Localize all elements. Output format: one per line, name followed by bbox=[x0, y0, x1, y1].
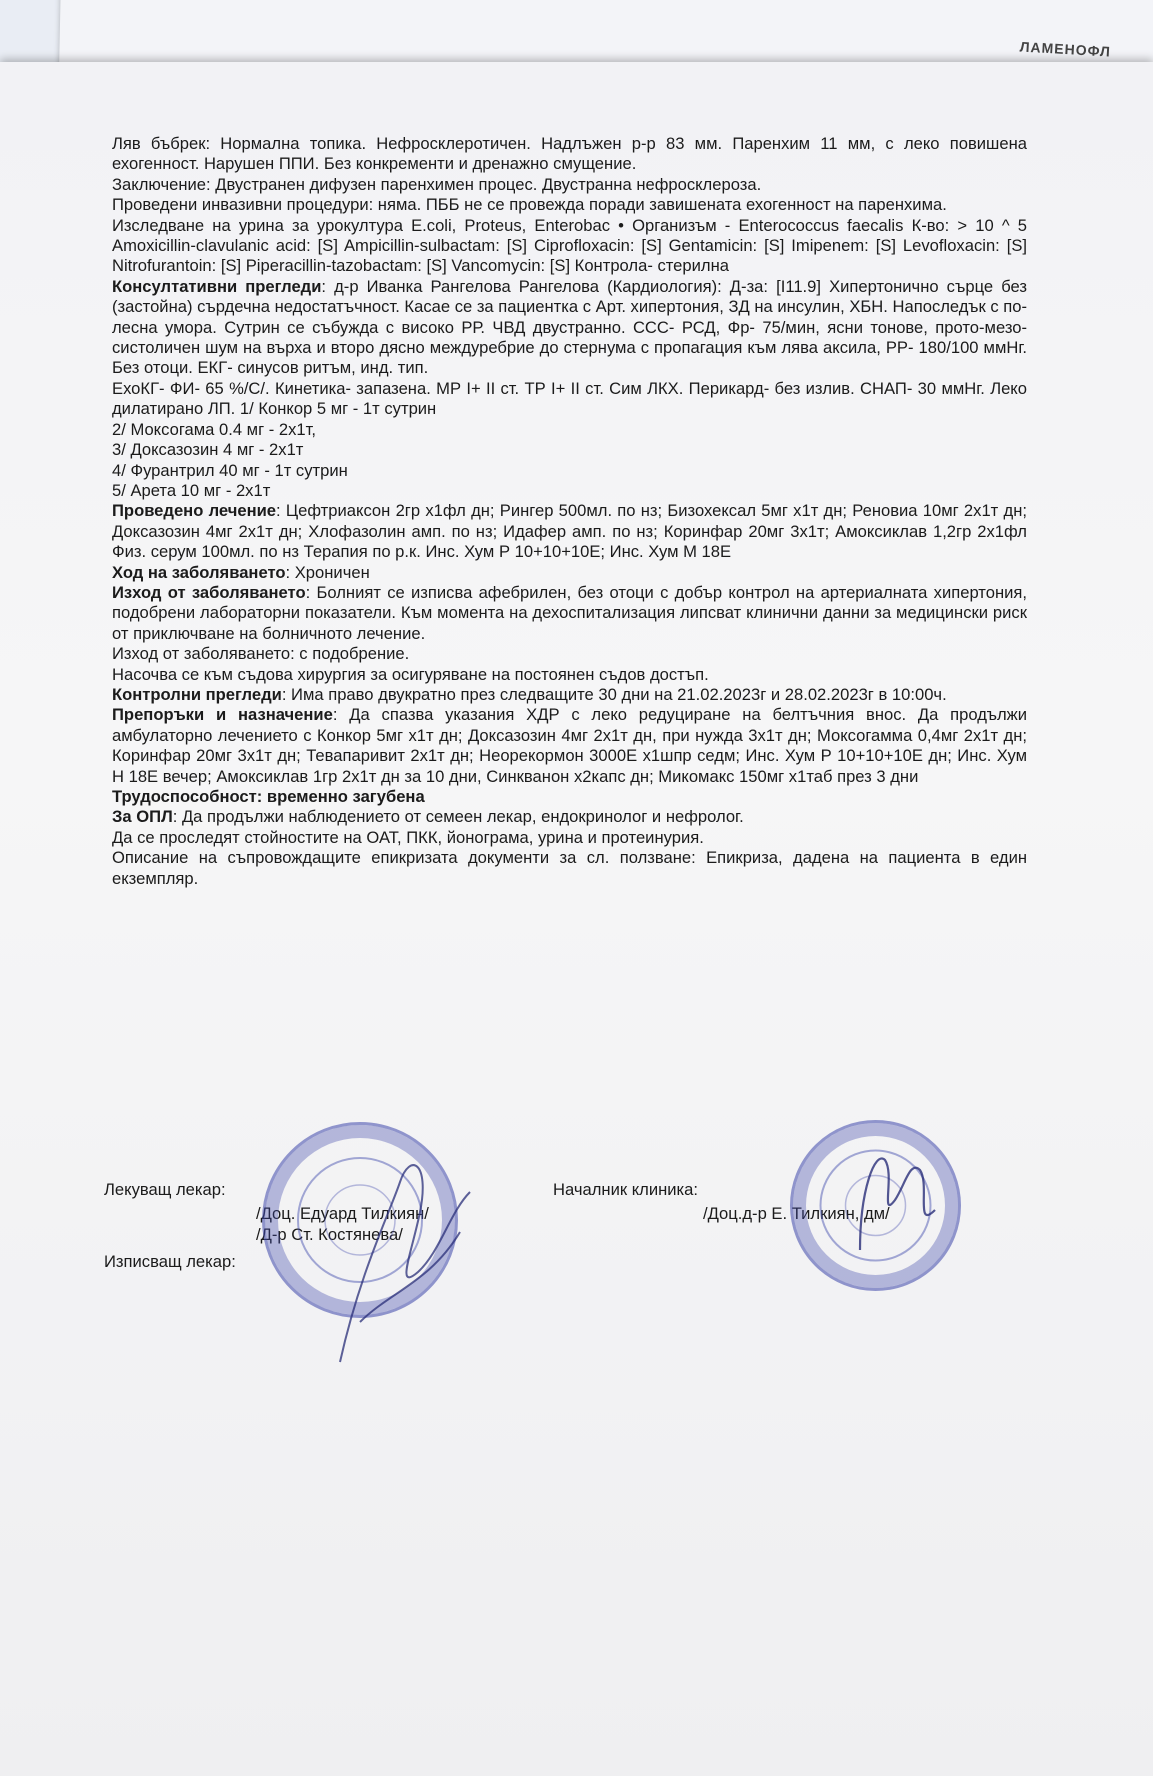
treatment-paragraph bbox=[112, 501, 1027, 562]
discharge-doctor-label: Изписващ лекар: bbox=[104, 1252, 236, 1271]
echo-paragraph: ЕхоКГ- ФИ- 65 %/С/. Кинетика- запазена. МР I+ II ст. ТР I+ II ст. Сим ЛКХ. Перикард- без излив. СНАП- 30 ммНг. Леко дилатирано ЛП. 1/ Конкор 5 мг - 1т сутрин bbox=[112, 378, 1027, 419]
kidney-paragraph: Ляв бъбрек: Нормална топика. Нефросклеротичен. Надлъжен р-р 83 мм. Паренхим 11 мм, с леко повишена ехогенност. Нарушен ППИ. Без конкременти и дренажно смущение. bbox=[112, 134, 1027, 174]
head-clinic-label: Началник клиника: bbox=[553, 1180, 699, 1199]
course-line bbox=[112, 563, 1027, 583]
outcome-paragraph bbox=[112, 583, 1027, 644]
background-fragment bbox=[0, 0, 33, 2]
recommend-label: Препоръки и назначение bbox=[112, 705, 333, 725]
document-page bbox=[0, 62, 1153, 1776]
gp-line bbox=[112, 807, 1027, 827]
treating-doctor-name: /Доц. Едуард Тилкиян/ bbox=[256, 1204, 429, 1223]
tests-line: Да се проследят стойностите на ОАТ, ПКК, йонограма, урина и протеинурия. bbox=[112, 827, 704, 847]
control-paragraph bbox=[112, 685, 1027, 705]
med-line: 3/ Доксазозин 4 мг - 2х1т bbox=[112, 440, 304, 460]
med-line: 4/ Фурантрил 40 мг - 1т сутрин bbox=[112, 460, 348, 480]
recommend-paragraph bbox=[112, 705, 1027, 787]
conclusion-line: Заключение: Двустранен дифузен паренхимен процес. Двустранна нефросклероза. bbox=[112, 174, 762, 194]
outcome2-line: Изход от заболяването: с подобрение. bbox=[112, 644, 410, 664]
consult-paragraph bbox=[112, 277, 1027, 379]
consult-text: : д-р Иванка Рангелова Рангелова (Кардиология): Д-за: [I11.9] Хипертонично сърце без (застойна) сърдечна недостатъчност. Касае се за пациентка с Арт. хипертония, ЗД на инсулин, ХБН. Напоследък с по-лесна умора. Сутрин се събужда с високо РР. ЧВД двустранно. ССС- РСД, Фр- 75/мин, ясни тонове, прото-мезо-систоличен шум на върха и второ дясно междуребрие до стернума с пропагация към лява аксила, РР- 180/100 ммНг. Без отоци. ЕКГ- синусов ритъм, инд. тип. bbox=[112, 276, 1027, 378]
second-doctor-name: /Д-р Ст. Костянева/ bbox=[256, 1225, 403, 1244]
outcome-text: : Болният се изписва афебрилен, без отоци с добър контрол на артериалната хипертония, подобрени лабораторни показатели. Към момента на дехоспитализация липсват клинични данни за медицински риск от приключване на болничното лечение. bbox=[112, 582, 1027, 643]
signature-scribble-icon bbox=[840, 1130, 950, 1270]
urine-paragraph: Изследване на урина за урокултура E.coli, Proteus, Enterobac • Организъм - Enterococcus faecalis К-во: > 10 ^ 5 Amoxicillin-clavulanic acid: [S] Ampicillin-sulbactam: [S] Ciprofloxacin: [S] Gentamicin: [S] Imipenem: [S] Levofloxacin: [S] Nitrofurantoin: [S] Piperacillin-tazobactam: [S] Vancomycin: [S] Контрола- стерилна bbox=[112, 215, 1027, 276]
signature-scribble-icon bbox=[300, 1122, 500, 1382]
consult-label: Консултативни прегледи bbox=[112, 276, 322, 296]
invasive-paragraph: Проведени инвазивни процедури: няма. ПББ не се провежда поради завишената ехогенност на паренхима. bbox=[112, 195, 947, 215]
referral-line: Насочва се към съдова хирургия за осигуряване на постоянен съдов достъп. bbox=[112, 664, 709, 684]
head-clinic-name: /Доц.д-р Е. Тилкиян, дм/ bbox=[703, 1204, 890, 1223]
recommend-text: : Да спазва указания ХДР с леко редуциране на белтъчния внос. Да продължи амбулаторно лечението с Конкор 5мг х1т дн; Доксазозин 4мг 2х1т дн, при нужда 3х1т дн; Моксогамма 0,4мг 2х1т дн; Коринфар 20мг 3х1т дн; Тевапаривит 2х1т дн; Неорекормон 3000Е х1шпр седм; Инс. Хум Р 10+10+10Е дн; Инс. Хум Н 18Е вечер; Амоксиклав 1гр 2х1т дн за 10 дни, Синкванон х2капс дн; Микомакс 150мг х1таб през 3 дни bbox=[112, 705, 1028, 786]
treatment-text: : Цефтриаксон 2гр х1фл дн; Рингер 500мл. по нз; Бизохексал 5мг х1т дн; Реновиа 10мг 2х1т дн; Доксазозин 4мг 2х1т дн; Хлофазолин амп. по нз; Идафер амп. по нз; Коринфар 20мг 3х1т; Амоксиклав 1,2гр 2х1фл Физ. серум 100мл. по нз Терапия по р.к. Инс. Хум Р 10+10+10Е; Инс. Хум М 18Е bbox=[112, 501, 1027, 562]
background-fragment: ЛАМЕНОФЛ bbox=[1019, 38, 1112, 60]
course-text: : Хроничен bbox=[285, 562, 370, 582]
med-line: 2/ Моксогама 0.4 мг - 2х1т, bbox=[112, 419, 317, 439]
docs-paragraph: Описание на съпровождащите епикризата документи за сл. ползване: Епикриза, дадена на пациента в един екземпляр. bbox=[112, 848, 1027, 888]
gp-label: За ОПЛ bbox=[112, 807, 173, 827]
control-label: Контролни прегледи bbox=[112, 684, 282, 704]
control-text: : Има право двукратно през следващите 30 дни на 21.02.2023г и 28.02.2023г в 10:00ч. bbox=[281, 684, 947, 704]
document-body bbox=[112, 134, 1027, 889]
outcome-label: Изход от заболяването bbox=[112, 582, 306, 602]
treatment-label: Проведено лечение bbox=[112, 501, 277, 521]
treating-doctor-label: Лекуващ лекар: bbox=[104, 1180, 226, 1199]
gp-text: : Да продължи наблюдението от семеен лекар, ендокринолог и нефролог. bbox=[172, 807, 744, 827]
course-label: Ход на заболяването bbox=[112, 562, 286, 582]
work-line: Трудоспособност: временно загубена bbox=[112, 787, 425, 806]
med-line: 5/ Арета 10 мг - 2х1т bbox=[112, 480, 271, 500]
